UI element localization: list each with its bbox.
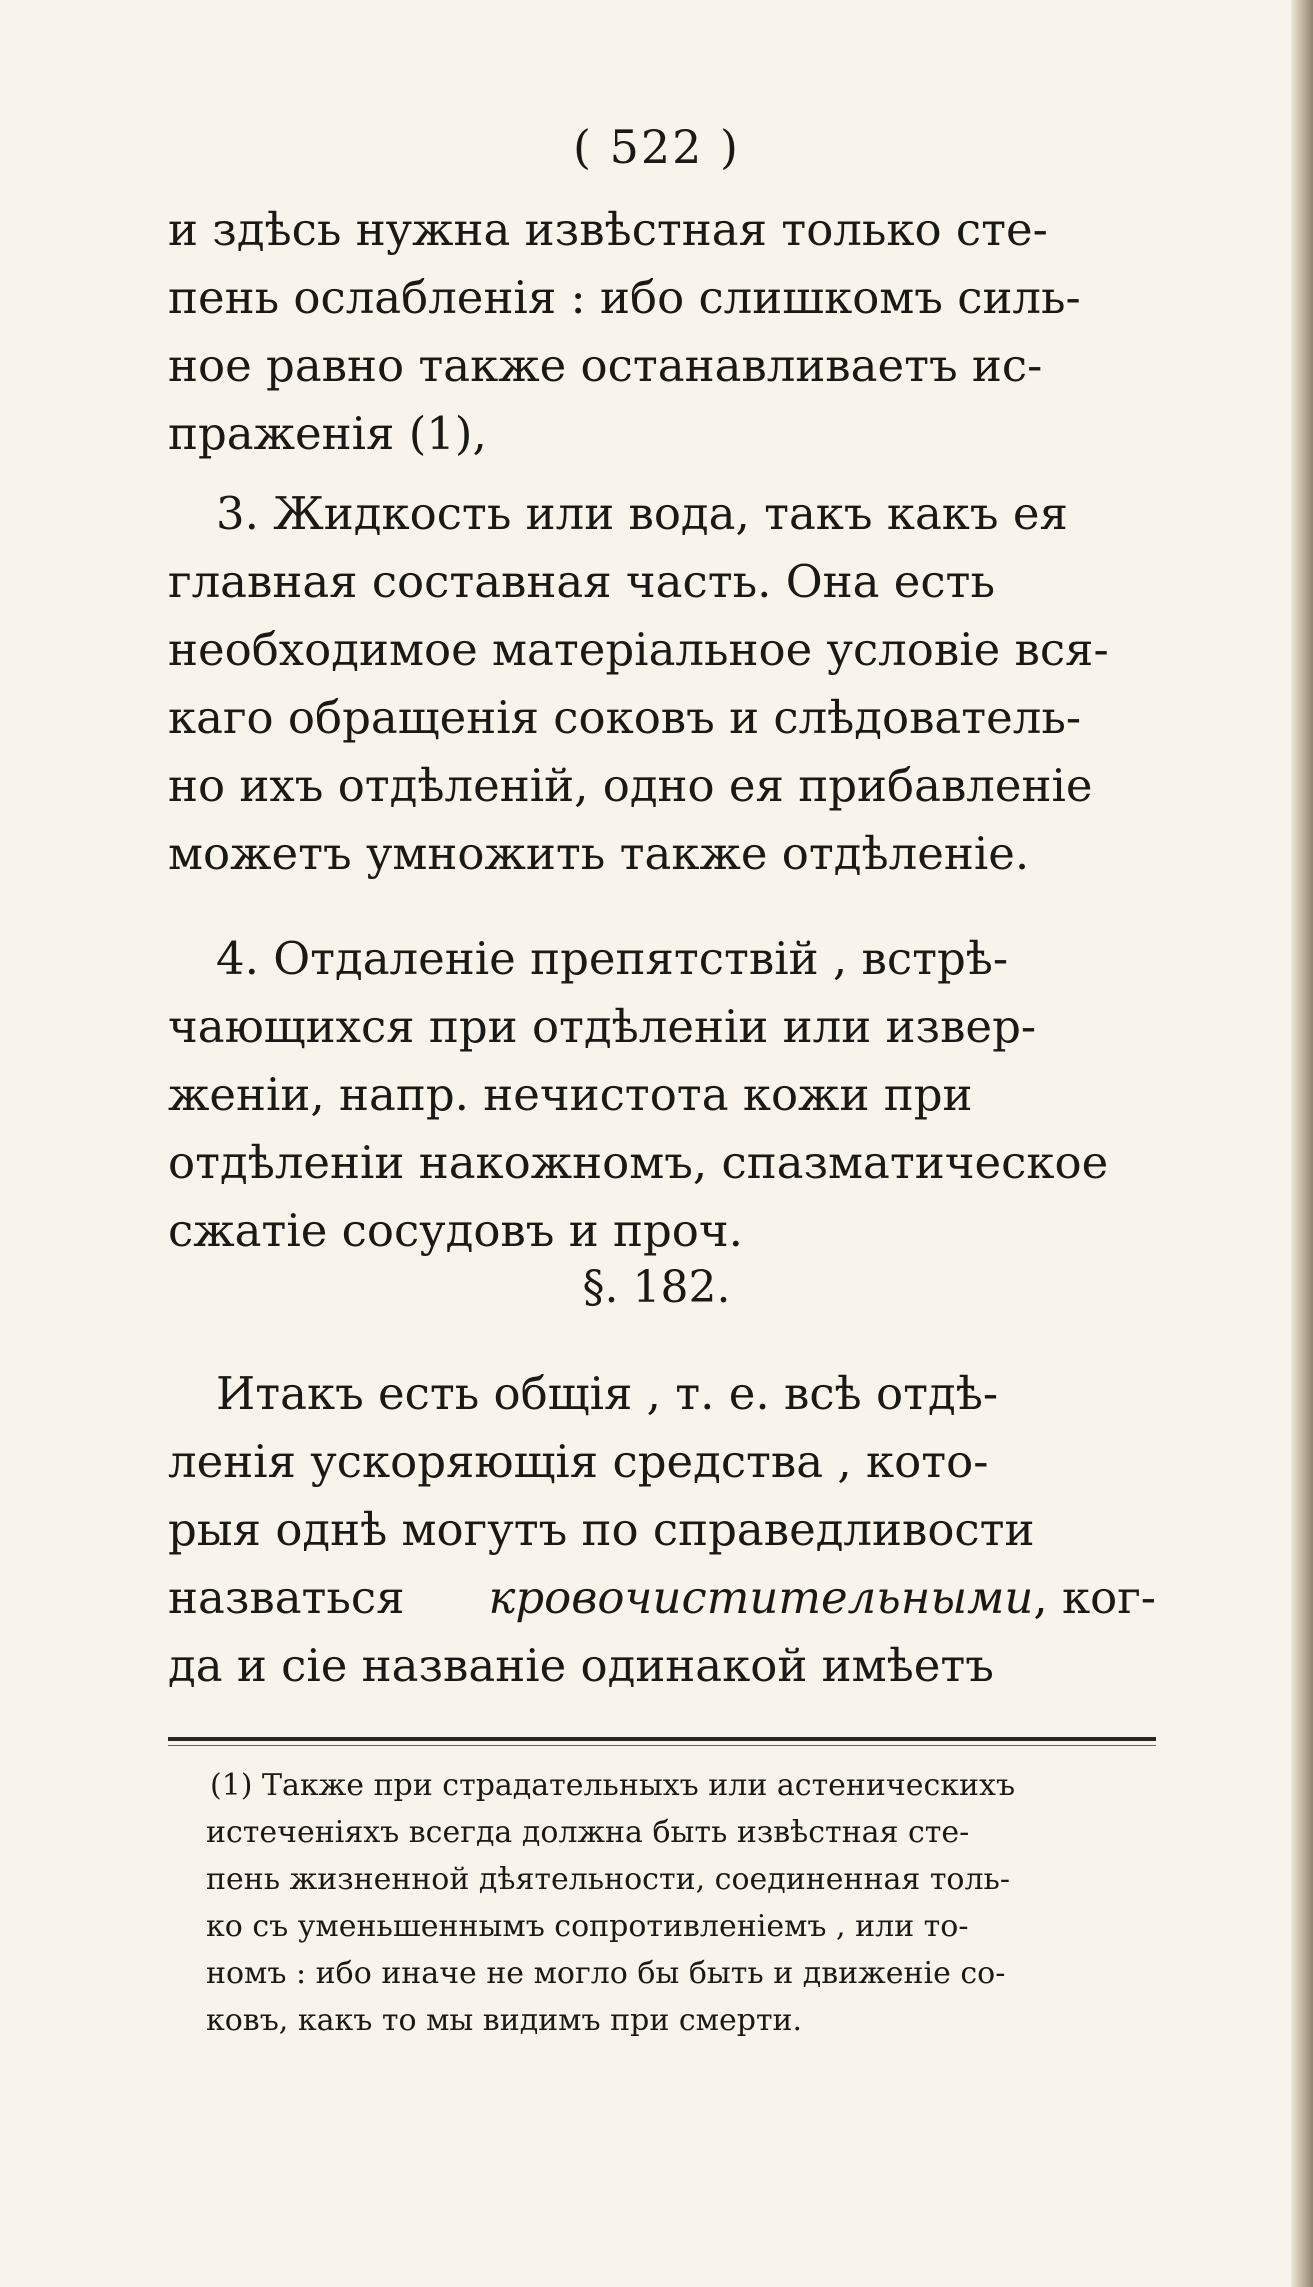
footnote-line: ковъ, какъ то мы видимъ при смерти. (206, 2003, 803, 2038)
footnote-line: номъ : ибо иначе не могло бы быть и движеніе со- (206, 1956, 1006, 1991)
paragraph-item-3 (168, 480, 1156, 888)
footnote-line: истеченіяхъ всегда должна быть извѣстная сте- (206, 1815, 970, 1850)
text-line: необходимое матеріальное условіе вся- (168, 623, 1109, 676)
text-line: женіи, напр. нечистота кожи при (168, 1068, 973, 1121)
footnote-line: (1) Также при страдательныхъ или астеническихъ (210, 1768, 1016, 1803)
page-edge-shadow (1291, 0, 1313, 2287)
paragraph-item-4 (168, 925, 1156, 1265)
text-line: каго обращенія соковъ и слѣдователь- (168, 691, 1082, 744)
footnote (206, 1762, 1150, 2044)
text-line: праженія (1), (168, 407, 487, 460)
text-line: но ихъ отдѣленій, одно ея прибавленіе (168, 759, 1093, 812)
text-line: можетъ умножить также отдѣленіе. (168, 827, 1030, 880)
footnote-line: пень жизненной дѣятельности, соединенная толь- (206, 1862, 1011, 1897)
text-line: назваться кровочистительными, ког- (168, 1571, 1156, 1624)
text-line: пень ослабленія : ибо слишкомъ силь- (168, 271, 1081, 324)
text-line: 3. Жидкость или вода, такъ какъ ея (216, 487, 1068, 540)
text-line: 4. Отдаленіе препятствій , встрѣ- (216, 932, 1009, 985)
text-line: Итакъ есть общія , т. е. всѣ отдѣ- (216, 1367, 999, 1420)
footnote-line: ко съ уменьшеннымъ сопротивленіемъ , или то- (206, 1909, 969, 1944)
italic-term: кровочистительными (488, 1571, 1034, 1624)
text-line: отдѣленіи накожномъ, спазматическое (168, 1136, 1109, 1189)
section-paragraph (168, 1360, 1156, 1700)
text-line: ленія ускоряющія средства , кото- (168, 1435, 989, 1488)
section-heading: §. 182. (582, 1262, 731, 1313)
text-line: чающихся при отдѣленіи или извер- (168, 1000, 1037, 1053)
text-line: ное равно также останавливаетъ ис- (168, 339, 1043, 392)
text-line: сжатіе сосудовъ и проч. (168, 1204, 743, 1257)
page-number: ( 522 ) (573, 120, 740, 174)
paragraph-continuation (168, 196, 1156, 468)
text-line: и здѣсь нужна извѣстная только сте- (168, 203, 1048, 256)
footnote-divider (168, 1737, 1156, 1741)
text-line: главная составная часть. Она есть (168, 555, 995, 608)
text-line: рыя однѣ могутъ по справедливости (168, 1503, 1035, 1556)
text-line: да и сіе названіе одинакой имѣетъ (168, 1639, 994, 1692)
footnote-divider-thin (168, 1745, 1156, 1746)
